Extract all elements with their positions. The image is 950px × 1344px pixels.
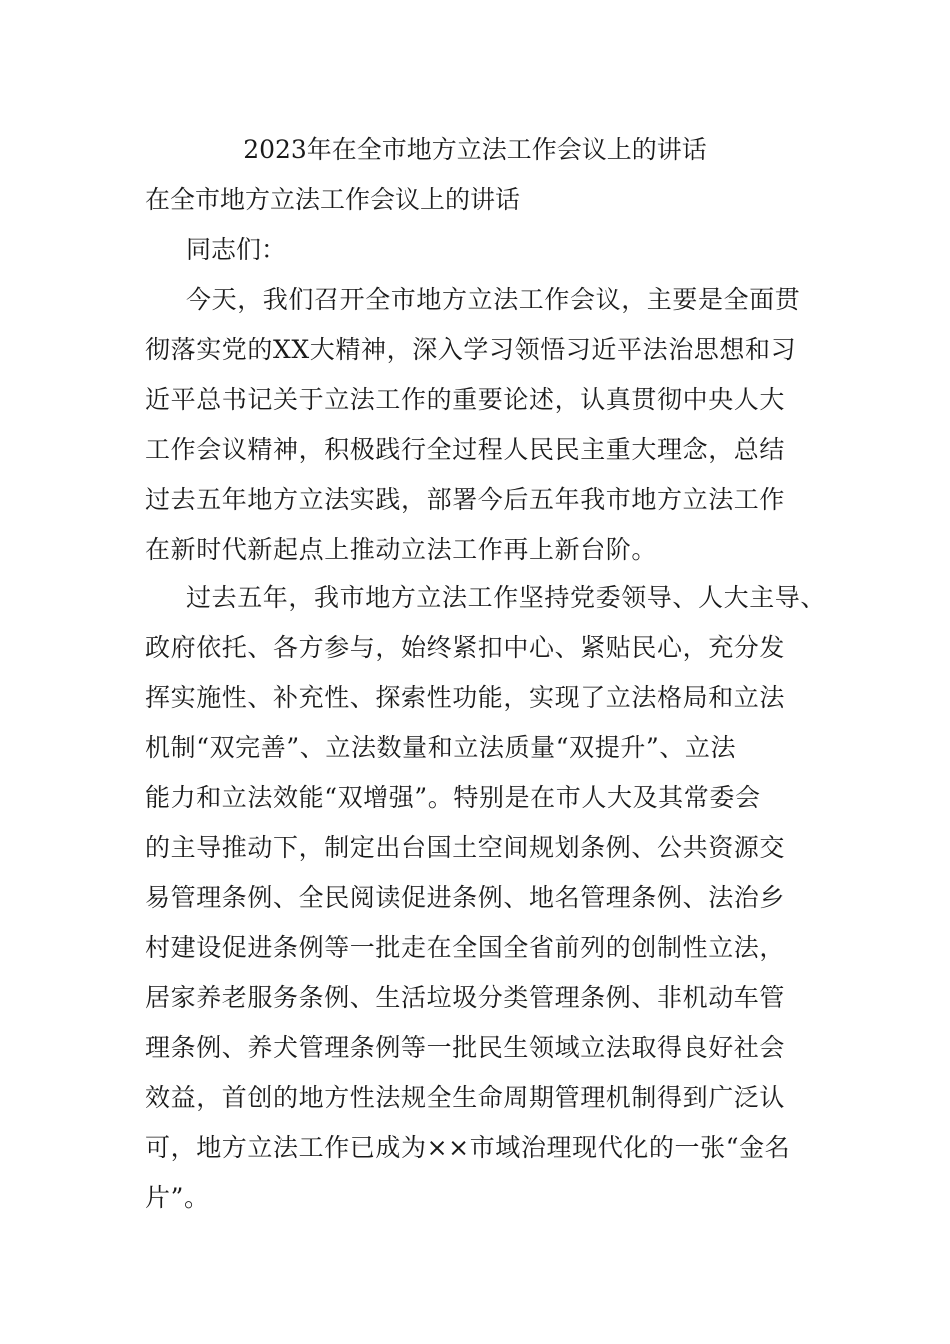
paragraph-opening — [145, 275, 825, 575]
paragraph-line: 过去五年地方立法实践，部署今后五年我市地方立法工作 — [145, 485, 786, 514]
paragraph-line: 理条例、养犬管理条例等一批民生领域立法取得良好社会 — [145, 1033, 786, 1062]
document-subtitle: 在全市地方立法工作会议上的讲话 — [145, 185, 521, 214]
paragraph-line: 政府依托、各方参与，始终紧扣中心、紧贴民心，充分发 — [145, 633, 786, 662]
paragraph-line: 效益，首创的地方性法规全生命周期管理机制得到广泛认 — [145, 1083, 786, 1112]
paragraph-line: 易管理条例、全民阅读促进条例、地名管理条例、法治乡 — [145, 883, 786, 912]
paragraph-line: 工作会议精神，积极践行全过程人民民主重大理念，总结 — [145, 435, 786, 464]
paragraph-line: 今天，我们召开全市地方立法工作会议，主要是全面贯 — [186, 285, 801, 314]
salutation: 同志们： — [186, 235, 287, 264]
paragraph-line: 片”。 — [145, 1183, 210, 1212]
paragraph-review — [145, 573, 825, 1223]
document-title: 2023年在全市地方立法工作会议上的讲话 — [243, 135, 707, 164]
paragraph-line: 的主导推动下，制定出台国土空间规划条例、公共资源交 — [145, 833, 786, 862]
paragraph-line: 彻落实党的XX大精神，深入学习领悟习近平法治思想和习 — [145, 335, 797, 364]
paragraph-line: 在新时代新起点上推动立法工作再上新台阶。 — [145, 535, 658, 564]
paragraph-line: 能力和立法效能“双增强”。特别是在市人大及其常委会 — [145, 783, 761, 812]
paragraph-line: 挥实施性、补充性、探索性功能，实现了立法格局和立法 — [145, 683, 786, 712]
paragraph-line: 村建设促进条例等一批走在全国全省前列的创制性立法， — [145, 933, 786, 962]
paragraph-line: 过去五年，我市地方立法工作坚持党委领导、人大主导、 — [186, 583, 827, 612]
paragraph-line: 机制“双完善”、立法数量和立法质量“双提升”、立法 — [145, 733, 737, 762]
paragraph-line: 居家养老服务条例、生活垃圾分类管理条例、非机动车管 — [145, 983, 786, 1012]
paragraph-line: 近平总书记关于立法工作的重要论述，认真贯彻中央人大 — [145, 385, 786, 414]
paragraph-line: 可，地方立法工作已成为××市域治理现代化的一张“金名 — [145, 1133, 791, 1162]
